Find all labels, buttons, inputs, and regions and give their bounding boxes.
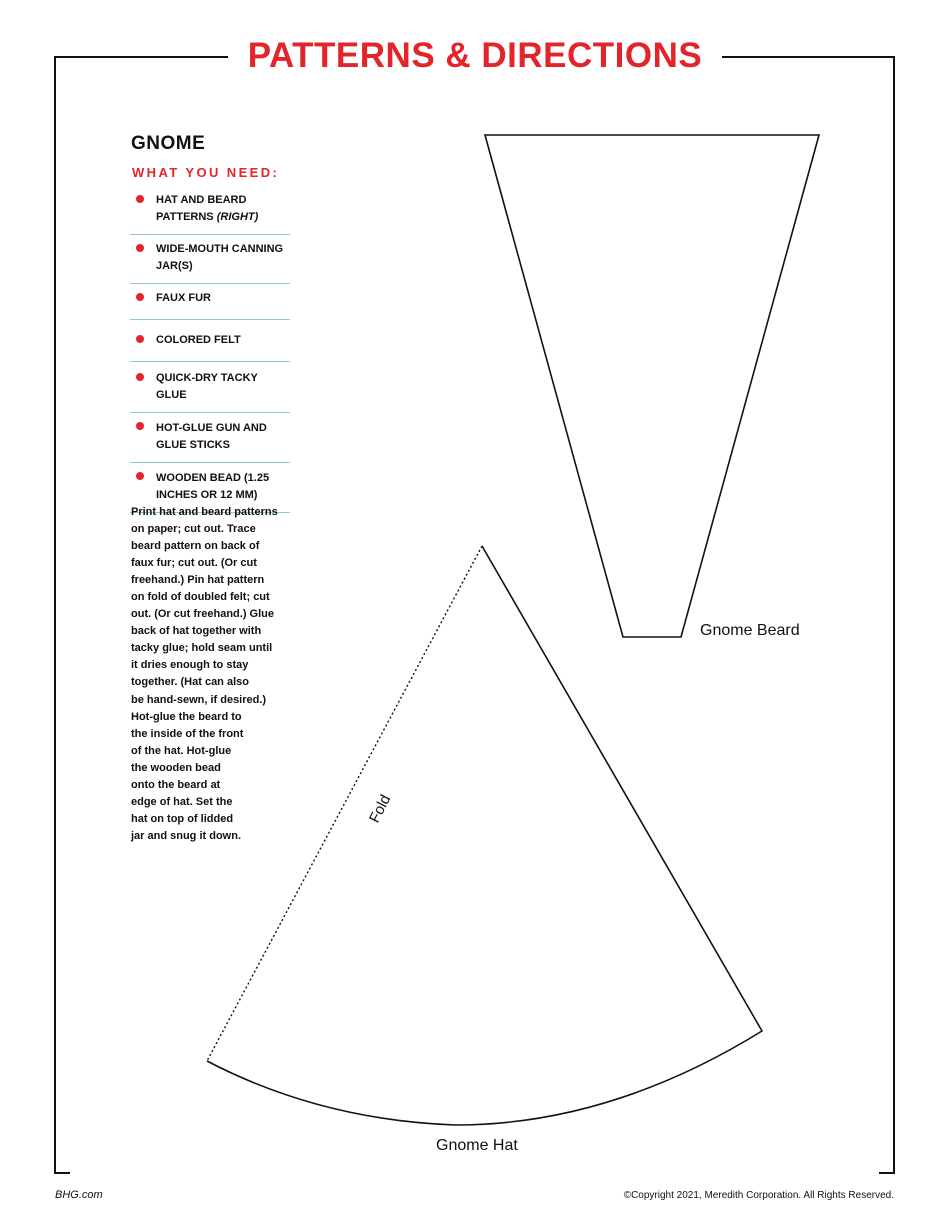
directions-line: edge of hat. Set the (131, 795, 233, 808)
directions-line: on fold of doubled felt; cut (131, 591, 270, 604)
gnome-beard-label: Gnome Beard (700, 622, 800, 639)
directions-line: Print hat and beard patterns (131, 506, 278, 518)
directions-line: back of hat together with (131, 625, 262, 638)
directions-line: faux fur; cut out. (Or cut (131, 557, 257, 570)
directions-line: be hand-sewn, if desired.) (131, 693, 267, 706)
gnome-hat-label: Gnome Hat (436, 1137, 518, 1154)
page-title: PATTERNS & DIRECTIONS (0, 36, 950, 76)
directions-line: together. (Hat can also (131, 676, 249, 689)
gnome-hat-fold-line (207, 546, 482, 1061)
directions-line: it dries enough to stay (131, 659, 249, 672)
directions-line: out. (Or cut freehand.) Glue (131, 608, 275, 621)
gnome-beard-pattern (485, 135, 819, 637)
directions-line: of the hat. Hot-glue (131, 744, 232, 757)
list-item: HAT AND BEARD PATTERNS (RIGHT) (130, 186, 290, 235)
list-item: WOODEN BEAD (1.25 INCHES OR 12 MM) (130, 463, 290, 513)
list-item: FAUX FUR (130, 284, 290, 320)
directions-line: hat on top of lidded (131, 812, 234, 825)
directions-line: the inside of the front (131, 727, 244, 740)
directions-line: Hot-glue the beard to (131, 710, 242, 723)
list-item: HOT-GLUE GUN AND GLUE STICKS (130, 413, 290, 463)
directions-line: tacky glue; hold seam until (131, 642, 273, 655)
directions-line: on paper; cut out. Trace (131, 523, 256, 536)
directions-line: the wooden bead (131, 761, 221, 774)
gnome-hat-pattern (207, 546, 762, 1125)
footer-site: BHG.com (55, 1189, 103, 1201)
directions-line: beard pattern on back of (131, 540, 260, 553)
footer-copyright: ©Copyright 2021, Meredith Corporation. All Rights Reserved. (623, 1190, 894, 1201)
list-item: QUICK-DRY TACKY GLUE (130, 362, 290, 413)
list-item: COLORED FELT (130, 320, 290, 362)
directions-line: freehand.) Pin hat pattern (131, 574, 265, 587)
directions-line: onto the beard at (131, 778, 221, 791)
what-you-need-heading: WHAT YOU NEED: (132, 165, 280, 180)
list-item: WIDE-MOUTH CANNING JAR(S) (130, 235, 290, 284)
directions-line: jar and snug it down. (131, 829, 241, 842)
project-title: GNOME (131, 133, 206, 154)
fold-label: Fold (366, 791, 395, 826)
